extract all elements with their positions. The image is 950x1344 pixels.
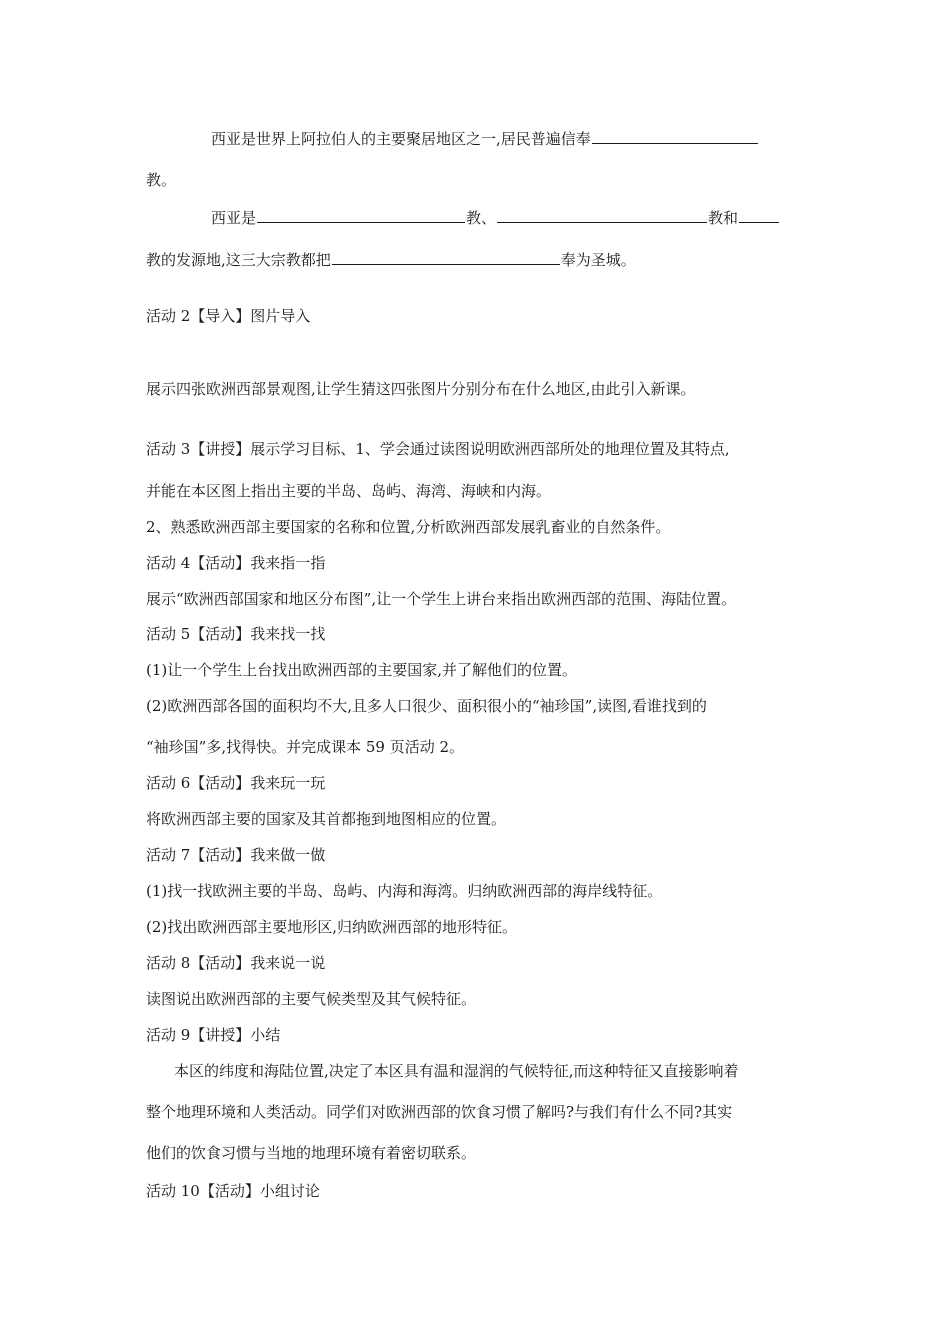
activity-heading: 活动 4【活动】我来指一指 (146, 554, 326, 572)
text-line: (2)欧洲西部各国的面积均不大,且多人口很少、面积很小的“袖珍国”,读图,看谁找到的 (146, 697, 707, 715)
fill-blank (257, 206, 465, 223)
text-line: 将欧洲西部主要的国家及其首都拖到地图相应的位置。 (146, 810, 507, 828)
text-line: (1)让一个学生上台找出欧洲西部的主要国家,并了解他们的位置。 (146, 661, 578, 679)
text-segment: 教和 (708, 209, 739, 227)
text-line: 整个地理环境和人类活动。同学们对欧洲西部的饮食习惯了解吗?与我们有什么不同?其实 (146, 1103, 733, 1121)
text-line: (1)找一找欧洲主要的半岛、岛屿、内海和海湾。归纳欧洲西部的海岸线特征。 (146, 882, 663, 900)
text-line (146, 248, 810, 268)
fill-blank (739, 206, 779, 223)
activity-heading: 活动 10【活动】小组讨论 (146, 1182, 320, 1200)
text-line: 读图说出欧洲西部的主要气候类型及其气候特征。 (146, 990, 477, 1008)
text-line (211, 127, 810, 147)
text-line: 本区的纬度和海陆位置,决定了本区具有温和湿润的气候特征,而这种特征又直接影响着 (174, 1062, 739, 1080)
text-segment: 奉为圣城。 (560, 251, 636, 269)
text-line: 展示四张欧洲西部景观图,让学生猜这四张图片分别分布在什么地区,由此引入新课。 (146, 380, 696, 398)
activity-heading: 活动 3【讲授】展示学习目标、1、学会通过读图说明欧洲西部所处的地理位置及其特点, (146, 440, 730, 458)
activity-heading: 活动 9【讲授】小结 (146, 1026, 281, 1044)
fill-blank (592, 127, 758, 144)
text-line: 他们的饮食习惯与当地的地理环境有着密切联系。 (146, 1144, 477, 1162)
fill-blank (332, 248, 560, 265)
activity-heading: 活动 2【导入】图片导入 (146, 307, 311, 325)
activity-heading: 活动 7【活动】我来做一做 (146, 846, 326, 864)
text-segment: 教、 (466, 209, 497, 227)
text-segment: 教。 (146, 171, 177, 189)
text-segment: 教的发源地,这三大宗教都把 (146, 251, 331, 269)
text-line (146, 170, 810, 190)
activity-heading: 活动 5【活动】我来找一找 (146, 625, 326, 643)
text-line: 展示“欧洲西部国家和地区分布图”,让一个学生上讲台来指出欧洲西部的范围、海陆位置。 (146, 590, 737, 608)
text-line: “袖珍国”多,找得快。并完成课本 59 页活动 2。 (146, 738, 465, 756)
text-segment: 西亚是 (211, 209, 257, 227)
text-segment: 西亚是世界上阿拉伯人的主要聚居地区之一,居民普遍信奉 (211, 130, 591, 148)
text-line: (2)找出欧洲西部主要地形区,归纳欧洲西部的地形特征。 (146, 918, 518, 936)
text-line: 并能在本区图上指出主要的半岛、岛屿、海湾、海峡和内海。 (146, 482, 552, 500)
fill-blank (497, 206, 707, 223)
text-line: 2、熟悉欧洲西部主要国家的名称和位置,分析欧洲西部发展乳畜业的自然条件。 (146, 518, 671, 536)
activity-heading: 活动 8【活动】我来说一说 (146, 954, 326, 972)
text-line (211, 206, 810, 226)
activity-heading: 活动 6【活动】我来玩一玩 (146, 774, 326, 792)
